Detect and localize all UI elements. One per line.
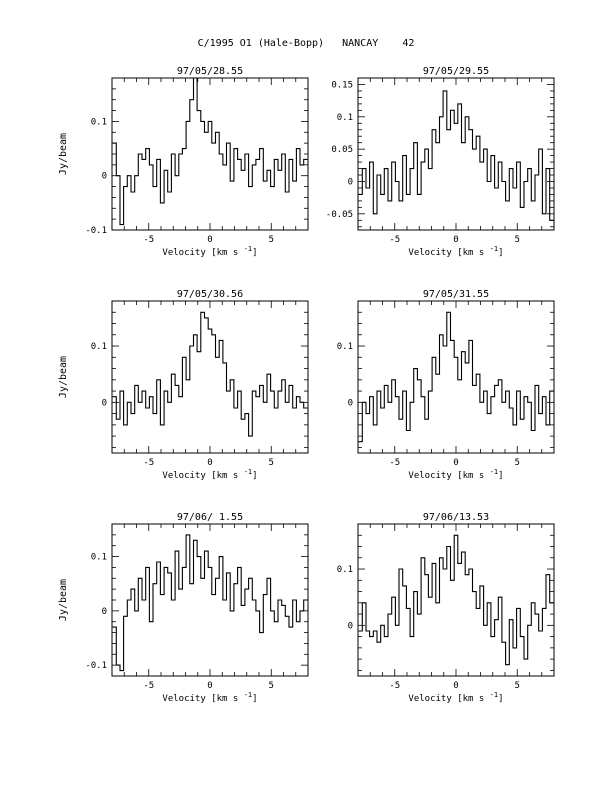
spectrum-line — [359, 535, 554, 664]
x-tick-label: -5 — [143, 458, 155, 468]
y-tick-label: 0.1 — [90, 552, 107, 563]
x-tick-label: 0 — [453, 458, 459, 468]
y-tick-label: 0 — [101, 398, 107, 409]
y-tick-label: 0.05 — [331, 145, 353, 156]
y-tick-label: 0 — [101, 171, 107, 182]
panel-title: 97/06/13.53 — [422, 512, 490, 523]
x-tick-label: 5 — [514, 235, 520, 245]
panel-title: 97/05/28.55 — [176, 66, 244, 77]
x-tick-label: -5 — [389, 235, 401, 245]
x-tick-label: 0 — [207, 681, 213, 691]
x-axis-label: Velocity [km s $^{-1}$] — [408, 468, 504, 481]
panel-title: 97/05/29.55 — [422, 66, 490, 77]
spectrum-line — [359, 312, 554, 441]
x-tick-label: 0 — [453, 235, 459, 245]
x-tick-label: 5 — [514, 458, 520, 468]
y-axis-label: Jy/beam — [58, 355, 69, 399]
spectrum-panel-4 — [337, 289, 554, 481]
y-tick-label: 0.1 — [90, 117, 107, 128]
spectrum-line — [113, 312, 308, 436]
spectrum-panel-6 — [337, 512, 554, 704]
spectrum-line — [113, 535, 308, 671]
y-tick-label: 0 — [347, 621, 353, 632]
panel-title: 97/06/ 1.55 — [176, 512, 244, 523]
page-title: C/1995 O1 (Hale-Bopp) NANCAY 42 — [197, 38, 415, 49]
y-tick-label: 0.1 — [336, 565, 353, 576]
x-tick-label: 0 — [207, 235, 213, 245]
plot-frame — [112, 301, 308, 453]
y-tick-label: 0.1 — [336, 112, 353, 123]
y-tick-label: 0 — [101, 606, 107, 617]
x-axis-label: Velocity [km s $^{-1}$] — [162, 691, 258, 704]
x-tick-label: 0 — [453, 681, 459, 691]
x-axis-label: Velocity [km s $^{-1}$] — [162, 468, 258, 481]
x-tick-label: -5 — [389, 681, 401, 691]
x-tick-label: 5 — [268, 235, 274, 245]
spectrum-panel-1 — [58, 66, 308, 258]
y-tick-label: 0 — [347, 398, 353, 409]
y-tick-label: 0.1 — [336, 342, 353, 353]
x-tick-label: -5 — [389, 458, 401, 468]
x-tick-label: -5 — [143, 235, 155, 245]
x-tick-label: -5 — [143, 681, 155, 691]
plot-frame — [358, 301, 554, 453]
x-axis-label: Velocity [km s $^{-1}$] — [162, 245, 258, 258]
y-tick-label: -0.05 — [325, 209, 353, 220]
spectrum-line — [359, 91, 554, 220]
panel-title: 97/05/31.55 — [422, 289, 490, 300]
x-tick-label: 5 — [268, 458, 274, 468]
x-tick-label: 5 — [514, 681, 520, 691]
x-axis-label: Velocity [km s $^{-1}$] — [408, 245, 504, 258]
spectrum-panel-5 — [58, 512, 308, 704]
panel-title: 97/05/30.56 — [176, 289, 244, 300]
y-tick-label: -0.1 — [85, 661, 107, 672]
y-axis-label: Jy/beam — [58, 132, 69, 176]
x-axis-label: Velocity [km s $^{-1}$] — [408, 691, 504, 704]
y-axis-label: Jy/beam — [58, 578, 69, 622]
y-tick-label: 0 — [347, 177, 353, 188]
plot-frame — [358, 524, 554, 676]
spectrum-panel-3 — [58, 289, 308, 481]
x-tick-label: 5 — [268, 681, 274, 691]
spectrum-line — [113, 78, 308, 225]
x-tick-label: 0 — [207, 458, 213, 468]
plot-frame — [358, 78, 554, 230]
y-tick-label: -0.1 — [85, 226, 107, 236]
y-tick-label: 0.15 — [331, 80, 353, 91]
y-tick-label: 0.1 — [90, 342, 107, 353]
spectrum-panel-2 — [326, 66, 554, 258]
